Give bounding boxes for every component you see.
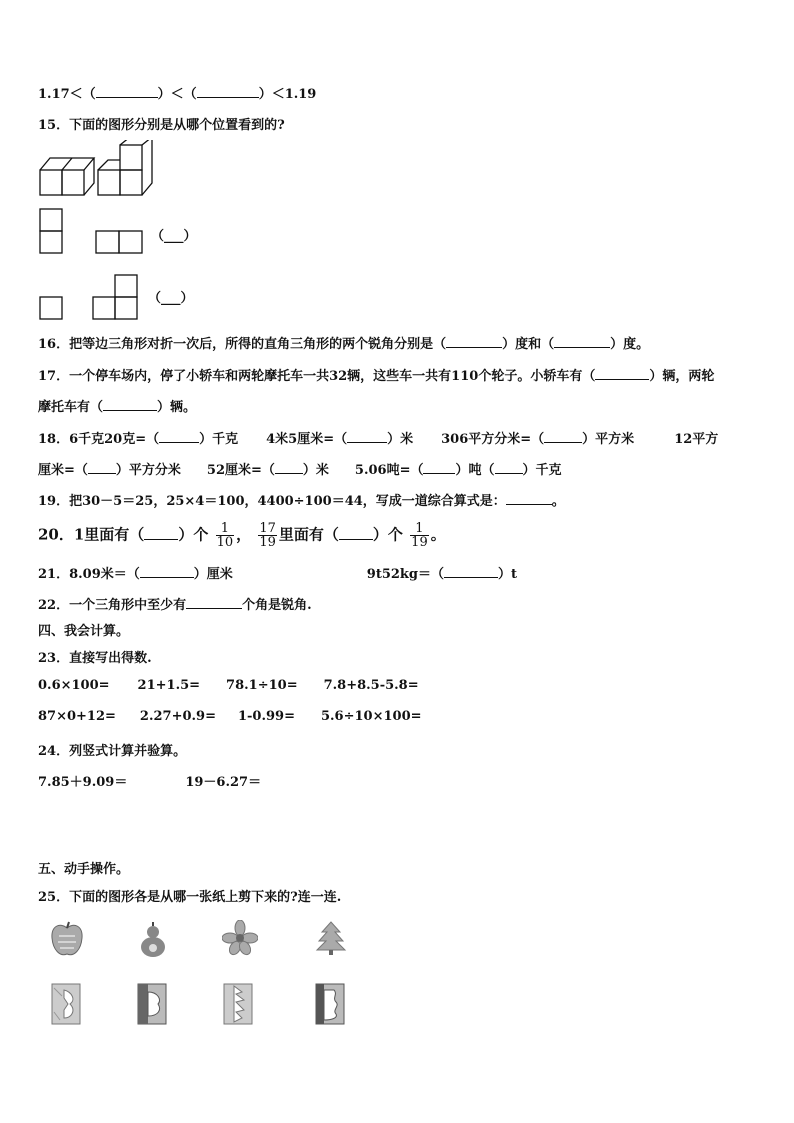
answer-blank[interactable] — [446, 335, 502, 348]
q21-line: 21．8.09米＝（ ）厘米 9t52kg＝（ ）t — [38, 567, 518, 582]
view-figures-2 — [38, 272, 148, 322]
answer-blank[interactable] — [144, 527, 178, 540]
answer-paren[interactable]: （___） — [148, 291, 194, 306]
answer-paren[interactable]: （___） — [151, 229, 197, 244]
folded-paper-icon[interactable] — [314, 982, 346, 1026]
folded-paper-icon[interactable] — [50, 982, 82, 1026]
q23-title: 23．直接写出得数. — [38, 651, 152, 666]
q17-line2: 摩托车有（ ）辆。 — [38, 400, 197, 415]
answer-blank[interactable] — [103, 398, 157, 411]
answer-blank[interactable] — [197, 85, 259, 98]
q20-line: 20．1里面有（ ）个 $\frac{1}{10}$ ， $\frac{17}{19}$ 里面有（ ）个 $\frac{1}{19}$ 。 — [38, 521, 446, 550]
answer-blank[interactable] — [544, 430, 582, 443]
answer-blank[interactable] — [96, 85, 158, 98]
section-4-title: 四、我会计算。 — [38, 624, 130, 639]
q23-row2: 87×0+12= 2.27+0.9= 1-0.99= 5.6÷10×100= — [38, 709, 422, 724]
q24-title: 24．列竖式计算并验算。 — [38, 744, 187, 759]
q24-exprs: 7.85＋9.09＝ 19－6.27＝ — [38, 775, 262, 790]
answer-blank[interactable] — [159, 430, 199, 443]
answer-blank[interactable] — [444, 565, 498, 578]
cube-stack-figures — [38, 140, 163, 200]
fraction: $\frac{1}{10}$ — [216, 521, 234, 550]
q17-line1: 17．一个停车场内，停了小轿车和两轮摩托车一共32辆，这些车一共有110个轮子。小轿车有（ ）辆，两轮 — [38, 369, 715, 384]
answer-blank[interactable] — [275, 461, 303, 474]
tree-icon[interactable] — [314, 920, 348, 956]
fraction: $\frac{17}{19}$ — [259, 521, 276, 550]
q23-row1: 0.6×100= 21+1.5= 78.1÷10= 7.8+8.5-5.8= — [38, 678, 419, 693]
q14-line: 1.17＜（ ）＜（ ）＜1.19 — [38, 87, 317, 102]
q18-line1: 18．6千克20克=（ ）千克 4米5厘米=（ ）米 306平方分米=（ ）平方米 12平方 — [38, 432, 719, 447]
q16-line: 16．把等边三角形对折一次后，所得的直角三角形的两个锐角分别是（ ）度和（ ）度。 — [38, 337, 650, 352]
answer-blank[interactable] — [495, 461, 523, 474]
q19-line: 19．把30－5＝25，25×4＝100，4400÷100＝44，写成一道综合算式是： 。 — [38, 494, 565, 509]
q25-title: 25．下面的图形各是从哪一张纸上剪下来的?连一连. — [38, 890, 342, 905]
gourd-icon[interactable] — [136, 920, 170, 958]
answer-blank[interactable] — [347, 430, 387, 443]
folded-paper-icon[interactable] — [222, 982, 254, 1026]
q22-line: 22．一个三角形中至少有 个角是锐角. — [38, 598, 312, 613]
answer-blank[interactable] — [339, 527, 373, 540]
answer-blank[interactable] — [140, 565, 194, 578]
q18-line2: 厘米=（ ）平方分米 52厘米=（ ）米 5.06吨=（ ）吨（ ）千克 — [38, 463, 562, 478]
answer-blank[interactable] — [554, 335, 610, 348]
answer-blank[interactable] — [506, 492, 552, 505]
q15-title: 15．下面的图形分别是从哪个位置看到的? — [38, 118, 285, 133]
section-5-title: 五、动手操作。 — [38, 862, 130, 877]
apple-icon[interactable] — [50, 920, 84, 958]
answer-blank[interactable] — [186, 596, 242, 609]
answer-blank[interactable] — [595, 367, 649, 380]
flower-icon[interactable] — [222, 920, 258, 956]
folded-paper-icon[interactable] — [136, 982, 168, 1026]
fraction: $\frac{1}{19}$ — [411, 521, 428, 550]
answer-blank[interactable] — [88, 461, 116, 474]
answer-blank[interactable] — [423, 461, 455, 474]
view-figures-1 — [38, 207, 148, 257]
